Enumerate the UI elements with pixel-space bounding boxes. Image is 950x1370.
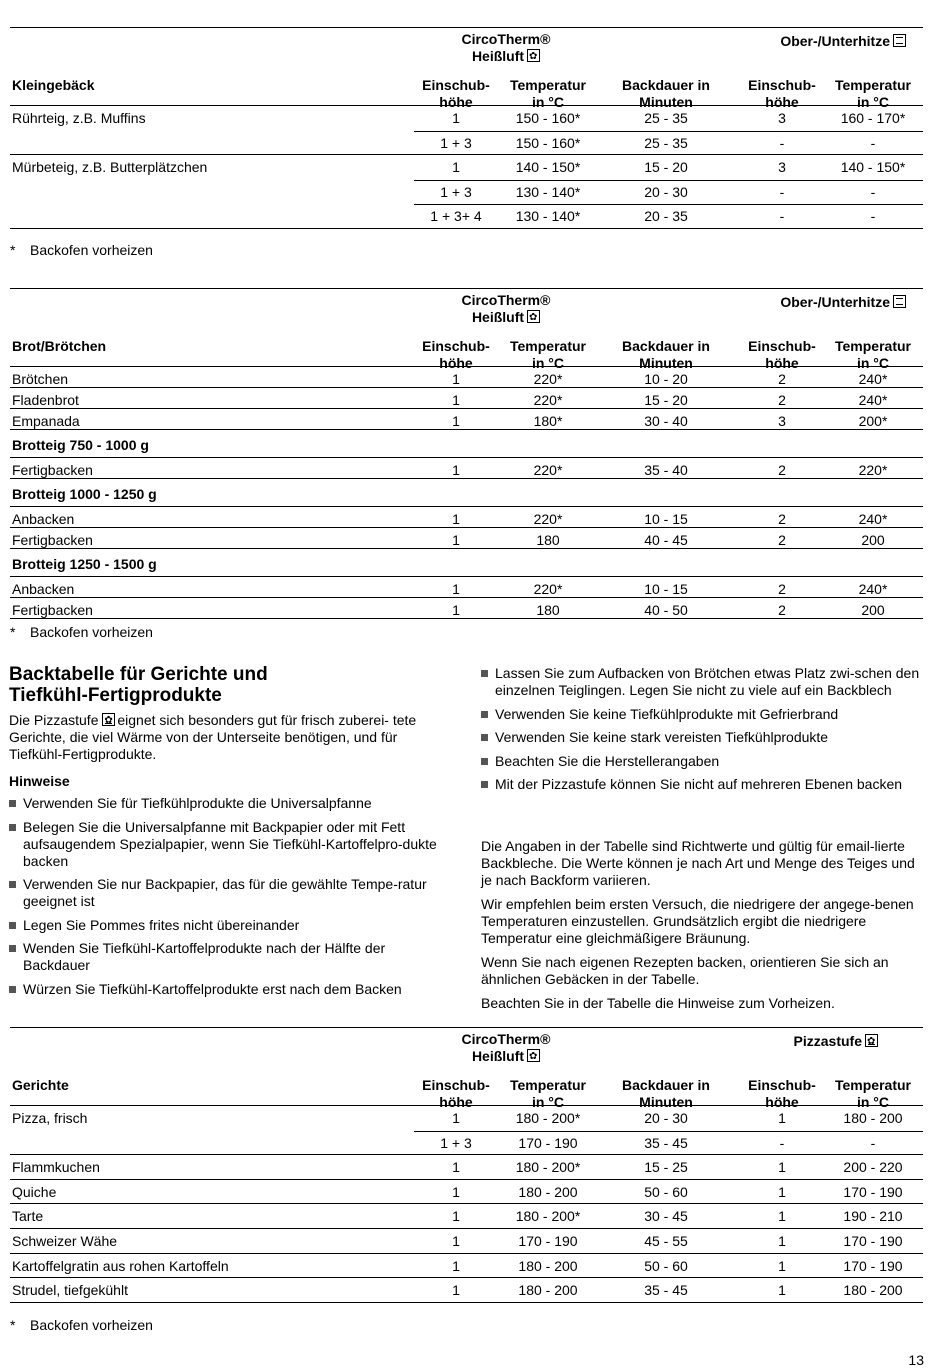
cell-value: -	[779, 208, 785, 224]
table-body	[10, 367, 923, 619]
group-header-circotherm: CircoTherm® Heißluft✿	[414, 1031, 598, 1065]
column-header-einschubhoehe: Einschub- höhe	[422, 338, 490, 371]
cell-value: 40 - 50	[644, 602, 688, 618]
column-headers	[10, 333, 923, 371]
table-row	[10, 1204, 923, 1229]
paragraph: Wenn Sie nach eigenen Rezepten backen, orientieren Sie sich an ähnlichen Gebäcken in der Tabelle.	[481, 954, 889, 987]
cell-name: Anbacken	[12, 511, 75, 527]
table-row	[10, 577, 923, 598]
cell-value: 1	[452, 1282, 460, 1299]
cell-value: 140 - 150*	[515, 159, 581, 175]
cell-value: 25 - 35	[644, 134, 688, 151]
cell-value: 2	[778, 602, 786, 618]
cell-name: Mürbeteig, z.B. Butterplätzchen	[12, 159, 208, 175]
table-row	[10, 1131, 923, 1156]
cell-value: 2	[778, 392, 786, 408]
cell-value: -	[779, 134, 785, 151]
cell-name: Schweizer Wähe	[12, 1232, 118, 1249]
cell-value: 1	[452, 1110, 460, 1126]
cell-value: 220*	[533, 371, 563, 387]
cell-value: 35 - 45	[644, 1134, 688, 1151]
cell-value: 170 - 190	[518, 1232, 578, 1249]
cell-name: Kartoffelgratin aus rohen Kartoffeln	[12, 1257, 229, 1274]
cell-name: Flammkuchen	[12, 1159, 100, 1176]
cell-value: 180 - 200	[843, 1282, 903, 1299]
page-number: 13	[908, 1352, 924, 1368]
hinweise-heading: Hinweise	[9, 773, 70, 789]
table-row	[10, 388, 923, 409]
table-brot-broetchen	[10, 288, 923, 619]
table-row	[10, 204, 923, 229]
intro-paragraph: Die Pizzastufe ✿ eignet sich besonders gut für frisch zuberei- tete Gerichte, die viel Wärme von der Unterseite benötigen, und für Tiefkühl-Fertigprodukte.	[9, 712, 454, 763]
cell-value: 50 - 60	[644, 1183, 688, 1200]
cell-value: 1	[452, 110, 460, 126]
column-header-category: Kleingebäck	[12, 77, 95, 93]
column-header-temperatur: Temperatur in °C	[510, 1077, 586, 1110]
cell-value: 240*	[858, 581, 888, 597]
cell-name: Fertigbacken	[12, 602, 93, 618]
table-row	[10, 1254, 923, 1279]
cell-value: 20 - 30	[644, 183, 688, 200]
hints-list-left	[9, 795, 454, 1004]
table-body	[10, 1106, 923, 1303]
footnote: * Backofen vorheizen	[10, 242, 153, 258]
footnote: * Backofen vorheizen	[10, 624, 153, 640]
cell-name: Fladenbrot	[12, 392, 79, 408]
cell-value: 240*	[858, 392, 888, 408]
cell-value: 35 - 45	[644, 1282, 688, 1299]
table-row	[10, 106, 923, 131]
footnote: * Backofen vorheizen	[10, 1317, 153, 1333]
cell-value: 200	[861, 602, 885, 618]
cell-value: 2	[778, 511, 786, 527]
cell-value: 1 + 3	[440, 134, 472, 151]
cell-value: 1	[452, 1183, 460, 1200]
table-row	[10, 458, 923, 479]
group-header-ober-unterhitze: Ober-/Unterhitze	[730, 294, 920, 311]
cell-value: 200	[861, 532, 885, 548]
section-title: Backtabelle für Gerichte und Tiefkühl-Fertigprodukte	[9, 664, 268, 706]
cell-value: 15 - 20	[644, 392, 688, 408]
cell-value: 170 - 190	[843, 1232, 903, 1249]
cell-value: 200 - 220	[843, 1159, 903, 1176]
fan-icon	[527, 49, 540, 62]
column-header-einschubhoehe-2: Einschub- höhe	[748, 77, 816, 110]
table-row	[10, 1106, 923, 1131]
cell-value: 1	[452, 1257, 460, 1274]
paragraph: Die Angaben in der Tabelle sind Richtwerte und gültig für email-lierte Backbleche. Die Werte können je nach Art und Menge des Teiges und je nach Backform variieren.	[481, 838, 915, 888]
cell-value: -	[870, 134, 876, 151]
cell-name: Pizza, frisch	[12, 1110, 88, 1126]
pizza-stone-icon	[102, 713, 115, 726]
column-header-einschubhoehe: Einschub- höhe	[422, 1077, 490, 1110]
cell-value: 25 - 35	[644, 110, 688, 126]
column-header-temperatur-2: Temperatur in °C	[835, 338, 911, 371]
hint-item: Mit der Pizzastufe können Sie nicht auf mehreren Ebenen backen	[481, 776, 926, 793]
top-bottom-heat-icon	[893, 295, 906, 308]
cell-value: 1 + 3	[440, 183, 472, 200]
paragraph: Wir empfehlen beim ersten Versuch, die niedrigere der angege-benen Temperaturen einzustellen. Grundsätzlich ergibt die niedrigere Temperatur eine gleichmäßigere Bräunung.	[481, 896, 914, 946]
cell-value: 1 + 3+ 4	[430, 208, 482, 224]
table-row	[10, 598, 923, 619]
cell-value: 180 - 200*	[515, 1159, 581, 1176]
cell-value: -	[870, 208, 876, 224]
paragraph: Beachten Sie in der Tabelle die Hinweise zum Vorheizen.	[481, 995, 835, 1011]
cell-name: Fertigbacken	[12, 532, 93, 548]
cell-value: 1	[452, 1159, 460, 1176]
table-section-row	[10, 479, 923, 507]
cell-value: 1	[452, 392, 460, 408]
group-header-pizzastufe: Pizzastufe✿	[730, 1033, 920, 1050]
hints-list-right	[481, 665, 926, 800]
cell-value: 3	[778, 413, 786, 429]
table-row	[10, 507, 923, 528]
cell-value: 1	[778, 1183, 786, 1200]
section-label: Brotteig 750 - 1000 g	[12, 437, 149, 453]
cell-value: 1	[452, 1208, 460, 1225]
hint-item: Wenden Sie Tiefkühl-Kartoffelprodukte nach der Hälfte der Backdauer	[9, 940, 454, 974]
cell-value: 10 - 20	[644, 371, 688, 387]
cell-value: 20 - 35	[644, 208, 688, 224]
table-section-row	[10, 430, 923, 458]
cell-value: 10 - 15	[644, 511, 688, 527]
cell-value: 200*	[858, 413, 888, 429]
column-header-category: Brot/Brötchen	[12, 338, 107, 354]
cell-value: 1	[778, 1257, 786, 1274]
column-header-backdauer: Backdauer in Minuten	[622, 338, 710, 371]
hint-item: Verwenden Sie keine Tiefkühlprodukte mit Gefrierbrand	[481, 706, 926, 723]
table-row	[10, 180, 923, 205]
hint-item: Verwenden Sie nur Backpapier, das für die gewählte Tempe-ratur geeignet ist	[9, 876, 454, 910]
group-header-circotherm: CircoTherm® Heißluft✿	[414, 31, 598, 65]
cell-value: 170 - 190	[518, 1134, 578, 1151]
column-header-einschubhoehe-2: Einschub- höhe	[748, 1077, 816, 1110]
hint-item: Belegen Sie die Universalpfanne mit Backpapier oder mit Fett aufsaugendem Spezialpapier, wenn Sie Tiefkühl-Kartoffelpro-dukte backen	[9, 819, 454, 870]
cell-value: 180	[536, 602, 560, 618]
table-row	[10, 1180, 923, 1205]
cell-name: Strudel, tiefgekühlt	[12, 1282, 128, 1299]
cell-value: 3	[778, 159, 786, 175]
column-headers	[10, 72, 923, 110]
column-header-category: Gerichte	[12, 1077, 69, 1093]
group-header-circotherm: CircoTherm® Heißluft✿	[414, 292, 598, 326]
group-header-ober-unterhitze: Ober-/Unterhitze	[730, 33, 920, 50]
cell-value: 3	[778, 110, 786, 126]
column-header-temperatur-2: Temperatur in °C	[835, 1077, 911, 1110]
cell-value: 1	[452, 581, 460, 597]
hint-item: Verwenden Sie keine stark vereisten Tiefkühlprodukte	[481, 729, 926, 746]
pizza-stone-icon	[865, 1034, 878, 1047]
table-row	[10, 367, 923, 388]
cell-value: 160 - 170*	[840, 110, 906, 126]
column-headers	[10, 1072, 923, 1110]
table-row	[10, 1155, 923, 1180]
cell-value: 150 - 160*	[515, 110, 581, 126]
hint-item: Würzen Sie Tiefkühl-Kartoffelprodukte erst nach dem Backen	[9, 981, 454, 998]
cell-value: 45 - 55	[644, 1232, 688, 1249]
column-header-backdauer: Backdauer in Minuten	[622, 77, 710, 110]
cell-value: -	[779, 1134, 785, 1151]
column-header-temperatur: Temperatur in °C	[510, 77, 586, 110]
cell-value: 1	[778, 1110, 786, 1126]
cell-value: 2	[778, 371, 786, 387]
fan-icon	[527, 310, 540, 323]
cell-value: 180 - 200	[518, 1282, 578, 1299]
cell-value: 1	[452, 462, 460, 478]
cell-value: 220*	[533, 581, 563, 597]
cell-value: 50 - 60	[644, 1257, 688, 1274]
cell-value: 35 - 40	[644, 462, 688, 478]
cell-value: 180 - 200	[518, 1257, 578, 1274]
hint-item: Beachten Sie die Herstellerangaben	[481, 753, 926, 770]
cell-value: 170 - 190	[843, 1257, 903, 1274]
cell-value: 180 - 200*	[515, 1110, 581, 1126]
table-row	[10, 1229, 923, 1254]
hint-item: Verwenden Sie für Tiefkühlprodukte die Universalpfanne	[9, 795, 454, 812]
cell-value: 1	[452, 1232, 460, 1249]
cell-value: 220*	[533, 462, 563, 478]
cell-value: 220*	[858, 462, 888, 478]
cell-name: Anbacken	[12, 581, 75, 597]
cell-value: 180 - 200	[518, 1183, 578, 1200]
top-bottom-heat-icon	[893, 34, 906, 47]
cell-value: 1 + 3	[440, 1134, 472, 1151]
table-row	[10, 528, 923, 549]
cell-value: 220*	[533, 511, 563, 527]
table-kleingebaeck	[10, 27, 923, 229]
cell-value: 1	[452, 532, 460, 548]
table-section-row	[10, 549, 923, 577]
cell-value: 1	[778, 1282, 786, 1299]
table-row	[10, 409, 923, 430]
table-gerichte	[10, 1027, 923, 1303]
table-row	[10, 1278, 923, 1303]
cell-value: 30 - 45	[644, 1208, 688, 1225]
cell-value: 1	[778, 1208, 786, 1225]
cell-value: 1	[452, 371, 460, 387]
cell-value: 180 - 200	[843, 1110, 903, 1126]
cell-value: 1	[778, 1159, 786, 1176]
cell-value: 190 - 210	[843, 1208, 903, 1225]
cell-name: Brötchen	[12, 371, 69, 387]
cell-value: 240*	[858, 511, 888, 527]
cell-value: 180	[536, 532, 560, 548]
column-header-backdauer: Backdauer in Minuten	[622, 1077, 710, 1110]
cell-name: Tarte	[12, 1208, 44, 1225]
cell-value: 240*	[858, 371, 888, 387]
cell-value: 170 - 190	[843, 1183, 903, 1200]
column-header-temperatur: Temperatur in °C	[510, 338, 586, 371]
cell-value: -	[870, 183, 876, 200]
cell-value: 130 - 140*	[515, 208, 581, 224]
column-header-einschubhoehe-2: Einschub- höhe	[748, 338, 816, 371]
cell-value: 30 - 40	[644, 413, 688, 429]
section-label: Brotteig 1250 - 1500 g	[12, 556, 157, 572]
cell-value: 180 - 200*	[515, 1208, 581, 1225]
table-body	[10, 106, 923, 229]
cell-name: Rührteig, z.B. Muffins	[12, 110, 146, 126]
section-label: Brotteig 1000 - 1250 g	[12, 486, 157, 502]
cell-value: 1	[452, 159, 460, 175]
table-row	[10, 155, 923, 180]
cell-value: 2	[778, 532, 786, 548]
cell-value: 15 - 25	[644, 1159, 688, 1176]
cell-value: 130 - 140*	[515, 183, 581, 200]
column-header-einschubhoehe: Einschub- höhe	[422, 77, 490, 110]
cell-value: 2	[778, 462, 786, 478]
cell-value: 10 - 15	[644, 581, 688, 597]
cell-name: Empanada	[12, 413, 80, 429]
table-row	[10, 131, 923, 156]
hint-item: Lassen Sie zum Aufbacken von Brötchen etwas Platz zwi-schen den einzelnen Teiglingen. Legen Sie nicht zu viele auf ein Backblech	[481, 665, 926, 699]
cell-value: 1	[452, 413, 460, 429]
cell-value: -	[870, 1134, 876, 1151]
cell-name: Quiche	[12, 1183, 57, 1200]
cell-value: 20 - 30	[644, 1110, 688, 1126]
column-header-temperatur-2: Temperatur in °C	[835, 77, 911, 110]
fan-icon	[527, 1049, 540, 1062]
cell-value: 150 - 160*	[515, 134, 581, 151]
cell-value: 220*	[533, 392, 563, 408]
cell-name: Fertigbacken	[12, 462, 93, 478]
hint-item: Legen Sie Pommes frites nicht übereinander	[9, 917, 454, 934]
cell-value: 40 - 45	[644, 532, 688, 548]
cell-value: -	[779, 183, 785, 200]
cell-value: 1	[452, 511, 460, 527]
cell-value: 1	[778, 1232, 786, 1249]
cell-value: 140 - 150*	[840, 159, 906, 175]
cell-value: 15 - 20	[644, 159, 688, 175]
cell-value: 2	[778, 581, 786, 597]
cell-value: 1	[452, 602, 460, 618]
cell-value: 180*	[533, 413, 563, 429]
